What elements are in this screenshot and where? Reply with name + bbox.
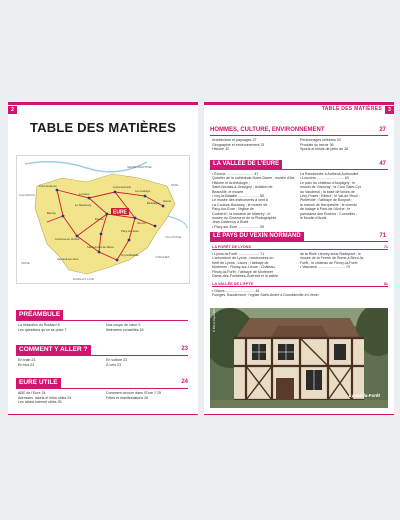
map-region-label: SEINE-MARITIME — [127, 165, 152, 169]
toc-entry[interactable]: Produits du terroir 36 — [300, 142, 334, 147]
toc-line: L'arboretum de Lyons ; randonnées en — [212, 256, 274, 261]
map-city-label: Pacy-sur-Eure — [121, 229, 139, 233]
toc-entry[interactable]: En voiture 23 — [106, 358, 128, 362]
section-label-eure-utile: EURE UTILE — [16, 378, 61, 388]
map-region-label: ORNE — [21, 261, 30, 265]
toc-entry[interactable]: Comment circuler dans l'Eure ? 25 — [106, 391, 162, 395]
toc-line: Forêt ; le château de Fleury-la-Forêt — [300, 260, 358, 265]
toc-column-full — [212, 289, 388, 298]
subsection-page-number: 71 — [383, 245, 388, 249]
toc-line: Mortemer ; Rosay-sur-Lieure ; Château- — [212, 265, 276, 270]
subsection-label: LA VALLÉE DE L'EPTE — [212, 282, 254, 286]
theme-label: LE PAYS DU VEXIN NORMAND — [210, 232, 304, 241]
section-page-number: 24 — [181, 379, 188, 385]
bottom-accent-bar — [204, 414, 394, 415]
toc-entry[interactable]: Les questions qu'on se pose 7 — [18, 327, 67, 332]
toc-line[interactable]: • Lyons-la-Forêt ..................... 71 — [212, 252, 265, 256]
running-head: TABLE DES MATIÈRES — [321, 106, 382, 112]
map-region-label: EURE-ET-LOIR — [73, 277, 95, 281]
top-accent-bar — [204, 102, 394, 105]
toc-line: le manoir de Herqueville ; le chemin — [300, 202, 358, 207]
toc-column-left — [212, 252, 298, 278]
theme-label: HOMMES, CULTURE, ENVIRONNEMENT — [210, 126, 328, 135]
map-city-label: Lyons-la-Forêt — [113, 185, 131, 189]
section-divider — [16, 355, 188, 356]
page-number: 3 — [385, 106, 394, 114]
top-accent-bar — [8, 102, 198, 105]
map-region-label: VAL-D'OISE — [165, 235, 182, 239]
section-divider — [16, 388, 188, 389]
map-city-label: Bernay — [47, 211, 56, 215]
toc-line[interactable]: • Louviers ........................... 63 — [300, 176, 349, 181]
subsection-header-foret-lyons[interactable] — [212, 245, 388, 250]
map-illustration — [17, 156, 189, 283]
theme-label: LA VALLÉE DE L'EURE — [210, 160, 282, 169]
map-city-label: Vernon — [137, 221, 146, 225]
toc-line: Cocherel ; la fontaine de Miserey ; le — [212, 211, 271, 216]
toc-line: musée de la Ferme de Rome à Bézu-la- — [300, 256, 364, 261]
toc-line: moulin de Vironvay ; la Cour Saint-Cyr — [300, 185, 362, 190]
toc-line: Fourges, Baudemont ; l'église Saint-André à Dourdanville-en-Vexin — [212, 293, 319, 298]
photo-credit: © Bruno Kopeck/Fotolia.com — [212, 296, 216, 332]
toc-line: musée du Cinéma et de la Photographie — [212, 216, 277, 221]
toc-line[interactable]: • Gisors ............................. 81 — [212, 289, 260, 293]
toc-entry[interactable]: Géographie et environnement 31 — [212, 142, 265, 147]
toc-line: le Moulin d'Andé — [300, 216, 327, 221]
toc-entry[interactable]: En train 23 — [18, 358, 36, 362]
toc-line: Le parc du château d'Acquigny ; le — [300, 180, 356, 185]
theme-page-number: 27 — [379, 127, 386, 133]
page-number: 2 — [8, 106, 17, 114]
left-page — [8, 102, 198, 415]
toc-entry[interactable]: Sports et loisirs de plein air 38 — [300, 147, 349, 151]
toc-line[interactable]: • Évreux ........................... 47 — [212, 172, 259, 176]
toc-entry[interactable]: Fêtes et manifestations 26 — [106, 395, 149, 400]
toc-line: Quartier de la cathédrale Notre-Dame ; musée d'Art, Histoire et Archéologie ; — [212, 176, 296, 185]
map-region-label: YVELINES — [155, 255, 170, 259]
toc-line: forêt de Lyons ; Lisors ; l'abbaye de — [212, 260, 269, 265]
toc-entry[interactable]: Architecture et paysages 27 — [212, 138, 257, 142]
toc-entry[interactable]: Personnages célèbres 34 — [300, 138, 341, 142]
subsection-label: LA FORÊT DE LYONS — [212, 245, 251, 249]
map-region-label: CALVADOS — [19, 193, 35, 197]
toc-entry[interactable]: Les labels internet utiles 25 — [18, 400, 62, 404]
map-city-label: Étrépagny — [147, 201, 160, 205]
map-city-label: Pont-Audemer — [39, 184, 58, 188]
photo-caption: Lyons-la-Forêt — [348, 393, 380, 398]
toc-entry[interactable]: ABC de l'Eure 24 — [18, 391, 46, 395]
theme-page-number: 47 — [379, 161, 386, 167]
map-city-label: Saint-André-de-l'Eure — [87, 245, 114, 249]
map-city-label: Conches-en-Ouche — [55, 237, 80, 241]
toc-line: Saint-Nicolas-à-Gravigny ; Aviation de — [212, 185, 273, 190]
map-city-label: Louviers — [79, 192, 90, 196]
toc-line: Le musée des instruments à vent à — [212, 198, 268, 203]
toc-line: Fleury-la-Forêt ; l'abbaye de Mortemer — [212, 269, 274, 274]
subsection-header-vallee-epte[interactable] — [212, 282, 388, 287]
toc-line: de halage à Pont-de-l'Arche ; le — [300, 207, 351, 212]
toc-line: La Randonnée à Autheuil-Authouillet — [300, 172, 359, 176]
toc-line: La Couture-Boussey ; le musée de — [212, 202, 268, 207]
toc-line: Beauvillé, le musée — [212, 189, 244, 194]
map-dept-label: EURE — [113, 209, 127, 216]
toc-column-right — [300, 172, 386, 220]
toc-entry[interactable]: À vélo 23 — [106, 362, 121, 367]
map-city-label: Gisors — [163, 199, 172, 203]
section-label-comment-y-aller: COMMENT Y ALLER ? — [16, 345, 91, 355]
toc-line: Jean-Delannoy à Bueil — [212, 220, 249, 225]
map-city-label: Les Andelys — [135, 189, 151, 193]
toc-line: Léry-Poses ; Elbeuf ; le Val-de-Reuil ; — [300, 194, 360, 199]
department-map — [16, 155, 190, 284]
toc-column-right — [300, 252, 386, 270]
toc-line: Pacy-sur-Eure ; l'église de — [212, 207, 254, 212]
toc-entry[interactable]: Adresses, labels et infos utiles 24 — [18, 395, 72, 400]
section-divider — [16, 320, 188, 321]
right-page — [204, 102, 394, 415]
toc-line[interactable]: • Vascœuil ........................... 79 — [300, 265, 350, 270]
theme-page-number: 71 — [379, 233, 386, 239]
toc-entry[interactable]: Itinéraires conseillés 18 — [106, 327, 144, 332]
section-page-number: 23 — [181, 346, 188, 352]
toc-line: Dame-des-Fontaines-Guérard et la vallée — [212, 274, 279, 279]
toc-column-left — [212, 172, 298, 229]
toc-line: de la Risle Lieurey-sous-Radepont ; le — [300, 252, 361, 256]
toc-entry[interactable]: Nos coups de cœur 9 — [106, 323, 141, 327]
page-title: TABLE DES MATIÈRES — [30, 120, 177, 135]
map-city-label: Verneuil-sur-Avre — [57, 257, 79, 261]
theme-header-hommes[interactable] — [210, 126, 388, 136]
map-region-label: OISE — [171, 183, 179, 187]
map-city-label: Le Neubourg — [75, 203, 92, 207]
map-city-label: Évreux — [95, 217, 104, 221]
toc-line[interactable]: • Ivry-la-Bataille ..................... 55 — [212, 194, 264, 199]
toc-entry[interactable]: En bus 23 — [18, 362, 35, 367]
theme-header-vexin[interactable] — [210, 232, 388, 242]
toc-entry[interactable]: La rédaction du Routard 6 — [18, 323, 60, 327]
toc-line: au Vaudreuil ; la base de loisirs de — [300, 189, 355, 194]
toc-entry[interactable]: Histoire 32 — [212, 147, 230, 151]
theme-header-vallee-eure[interactable] — [210, 160, 388, 170]
subsection-page-number: 81 — [383, 282, 388, 286]
toc-line: Pinterville ; l'abbaye de Bonport ; — [300, 198, 353, 203]
bottom-accent-bar — [8, 414, 198, 415]
map-city-label: Ivry-la-Bataille — [121, 253, 139, 257]
toc-line: panorama des Roches ; Connelles ; — [300, 211, 358, 216]
section-label-preambule: PRÉAMBULE — [16, 310, 63, 320]
toc-line[interactable]: • Pacy-sur-Eure ..................... 59 — [212, 224, 265, 229]
timbered-house-photo — [210, 308, 388, 408]
